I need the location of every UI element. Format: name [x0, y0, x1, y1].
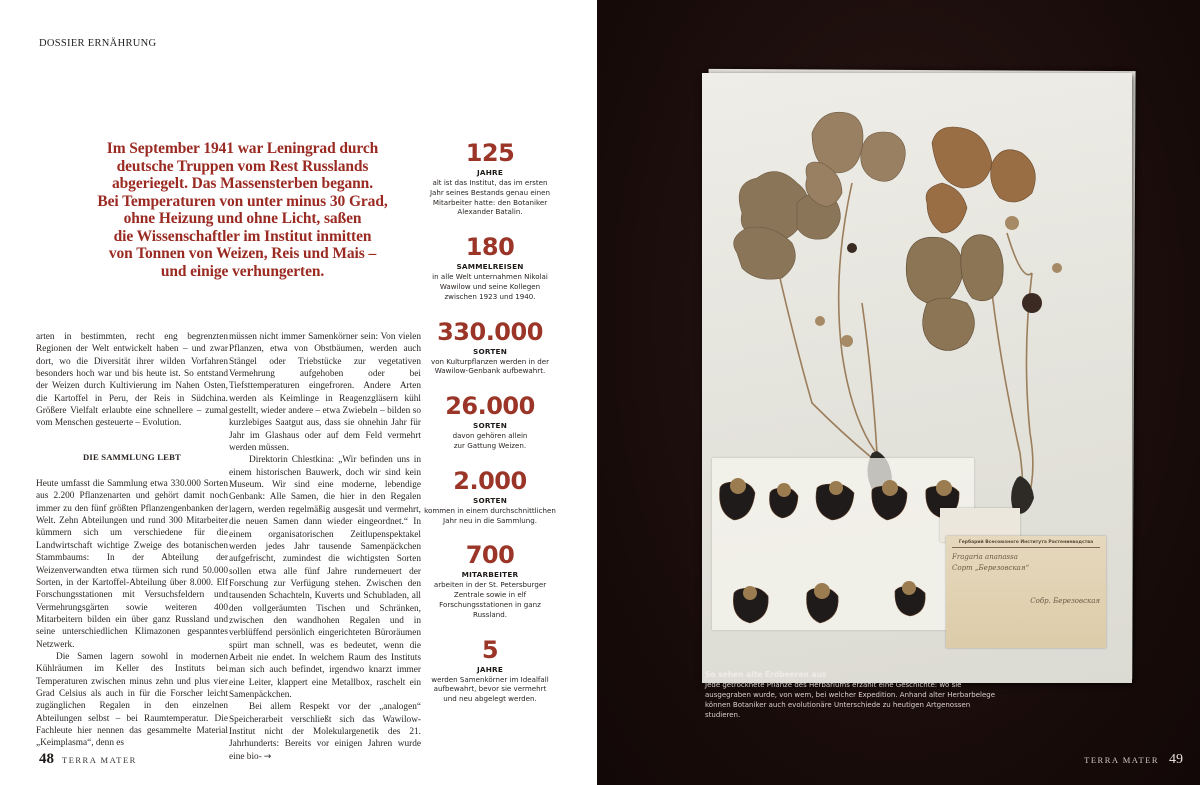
- paragraph: Direktorin Chlestkina: „Wir befinden uns in einem historischen Bauwerk, doch wir sind kein Museum. Wir sind eine moderne, lebendige Genbank: Alle Samen, die hier in den Regalen lagern, werden regelmäßig ausgesät und vermehrt, die neuen Samen dann wieder eingeordnet.“ In einem organisatorischen Zeitlupenspektakel werden jedes Jahr tausende Samenpäckchen aufgefrischt, zumindest die wichtigsten Sorten sollen etwa alle fünf Jahre runderneuert der Forschung zur Verfügung stehen. Zwischen den tausenden Schachteln, Kuverts und Schubladen, all den vollgeräumten Tischen und Schränken, zwischen den wandhohen Regalen und in verblüffend persönlich eingerichteten Büroräumen spürt man schnell, was es bedeutet, wenn die Arbeit nie endet. In welchem Raum des Instituts man sich auch befindet, irgendwo knarzt immer eine Leiter, klappert eine Metallbox, raschelt ein Samenpäckchen.: [229, 455, 421, 700]
- pull-quote-line: Im September 1941 war Leningrad durch: [106, 140, 379, 157]
- paragraph: müssen nicht immer Samenkörner sein: Von vielen Pflanzen, etwa von Obstbäumen, werden auch Stängel oder Triebstücke zur vegetativen Vermehrung aufgehoben oder bei Tiefsttemperaturen eingefroren. Andere Arten werden als Keimlinge in Reagenzgläsern kühl gestellt, wieder andere – etwa Zwiebeln – bilden so kurzlebiges Saatgut aus, dass sie ohnehin Jahr für Jahr im Glashaus oder auf dem Feld vermehrt werden müssen.: [229, 332, 421, 454]
- pull-quote: [70, 140, 415, 280]
- left-page: [0, 0, 597, 785]
- fact-label: SORTEN: [472, 495, 508, 505]
- fact-item: [418, 393, 562, 451]
- fact-text: werden Samenkörner im Idealfall aufbewahrt, bevor sie vermehrt und neu abgelegt werden.: [431, 674, 549, 704]
- fact-label: SORTEN: [472, 346, 508, 356]
- fact-item: [418, 637, 562, 704]
- fact-number: 180: [465, 233, 515, 262]
- pull-quote-line: die Wissenschaftler im Institut inmitten: [113, 227, 372, 245]
- label-card-line: Сорт „Березовская“: [952, 564, 1030, 572]
- subhead: DIE SAMMLUNG LEBT: [83, 451, 181, 462]
- page-number: 48: [39, 751, 54, 767]
- fact-item: [418, 468, 562, 526]
- caption-text: Jede getrocknete Pflanze des Herbariums erzählt eine Geschichte: wo sie ausgegraben wurde, von wem, bei welcher Expedition. Anhand alter Herbarbelege können Botaniker auch evolutionäre Unterschiede zu heutigen Artgenossen studieren.: [705, 681, 996, 719]
- fact-label: SAMMELREISEN: [456, 262, 524, 272]
- paragraph: Heute umfasst die Sammlung etwa 330.000 Sorten aus 2.200 Pflanzenarten und gehört damit noch immer zu den fünf größten Pflanzengenbanken der Welt. Zehn Abteilungen und rund 300 Mitarbeiter kümmern sich um verschiedene für die Landwirtschaft wichtige Zweige des botanischen Stammbaums: In der Abteilung der Weizenverwandten etwa türmen sich rund 50.000 Sorten, in der Kartoffel-Abteilung über 8.000. Elf Forschungsstationen mit Versuchsfeldern und Vermehrungsgärten sowie weiteren 400 Mitarbeitern bilden ein über ganz Russland und seine unterschiedlichen Klimazonen gespanntes Netzwerk.: [36, 479, 228, 650]
- body-column-1: [36, 331, 228, 750]
- paragraph: [229, 701, 421, 763]
- pull-quote-line: Bei Temperaturen von unter minus 30 Grad,: [97, 192, 388, 210]
- label-card-header: Гербарий Всесоюзного Института Растениеводства: [952, 540, 1100, 548]
- magazine-name: TERRA MATER: [62, 755, 137, 765]
- fact-number: 2.000: [453, 466, 527, 495]
- magazine-name: TERRA MATER: [1084, 755, 1159, 765]
- page-folio-right: [1084, 752, 1183, 768]
- facts-sidebar: [418, 140, 562, 704]
- pull-quote-line: abgeriegelt. Das Massensterben begann.: [112, 175, 373, 192]
- paragraph-text: Bei allem Respekt vor der „analogen“ Speicherarbeit verschließt sich das Wawilow-Institut nicht der Molekulargenetik des 21. Jahrhunderts: Bereits vor einigen Jahren wurde eine bio-: [229, 702, 421, 762]
- fact-text: alt ist das Institut, das im ersten Jahr seines Bestands genau einen Mitarbeiter hatte: den Botaniker Alexander Batalin.: [429, 178, 551, 217]
- paragraph: Die Samen lagern sowohl in modernen Kühlräumen im Keller des Instituts bei Temperaturen zwischen minus zehn und plus vier Grad Celsius als auch in für die Forscher leicht zugänglichen Regalen in den einzelnen Abteilungen selbst – bei Raumtemperatur. Die Fachleute hier nennen das gesammelte Material „Keimplasma“, denn es: [36, 651, 228, 749]
- fact-number: 125: [465, 139, 515, 167]
- fact-number: 26.000: [445, 392, 535, 421]
- fact-label: JAHRE: [476, 168, 504, 177]
- fact-number: 700: [465, 541, 515, 570]
- fact-text: von Kulturpflanzen werden in der Wawilow-Genbank aufbewahrt.: [431, 356, 549, 376]
- fact-text: davon gehören allein zur Gattung Weizen.: [452, 431, 528, 450]
- fact-label: JAHRE: [476, 664, 504, 674]
- fact-item: [418, 319, 562, 377]
- page-folio-left: [39, 751, 137, 768]
- fact-number: 330.000: [437, 317, 543, 346]
- fact-item: [418, 140, 562, 217]
- fact-label: SORTEN: [472, 421, 508, 431]
- dried-berries-illustration: [712, 458, 974, 630]
- fact-item: [418, 234, 562, 301]
- photo-caption: [705, 670, 1005, 720]
- continue-arrow-icon: →: [263, 751, 272, 762]
- fact-item: [418, 542, 562, 619]
- label-card-line: Собр. Березовская: [1030, 597, 1100, 605]
- fact-label: MITARBEITER: [461, 570, 519, 580]
- pull-quote-line: und einige verhungerten.: [160, 262, 325, 280]
- paragraph: arten in bestimmten, recht eng begrenzten Regionen der Welt entwickelt haben – und zwar dort, wo die Diversität ihrer wilden Vorfahren besonders hoch war und bis heute ist. So entstand der Weizen durch Kultivierung im Nahen Osten, die Kartoffel in Peru, der Reis in Südchina. Größere Vielfalt erlaubte eine schnellere – zumal vom Menschen gesteuerte – Evolution.: [36, 332, 228, 429]
- pull-quote-line: von Tonnen von Weizen, Reis und Mais –: [108, 245, 377, 262]
- pull-quote-line: ohne Heizung und ohne Licht, saßen: [123, 210, 362, 227]
- label-card-line: Fragaria ananassa: [952, 553, 1018, 561]
- caption-title: So sehen alte Erdbeeren aus: [705, 670, 827, 679]
- page-number: 49: [1169, 752, 1183, 767]
- fact-text: kommen in einem durchschnittlichen Jahr neu in die Sammlung.: [424, 505, 556, 525]
- body-column-2: [229, 331, 421, 763]
- fact-text: in alle Welt unternahmen Nikolai Wawilow und seine Kollegen zwischen 1923 und 1940.: [432, 272, 548, 301]
- pull-quote-line: deutsche Truppen vom Rest Russlands: [116, 157, 369, 175]
- section-label: DOSSIER ERNÄHRUNG: [39, 38, 157, 49]
- herbarium-label-card: [946, 536, 1106, 648]
- fact-text: arbeiten in der St. Petersburger Zentrale sowie in elf Forschungsstationen in ganz Russland.: [433, 580, 547, 619]
- fact-number: 5: [481, 635, 499, 664]
